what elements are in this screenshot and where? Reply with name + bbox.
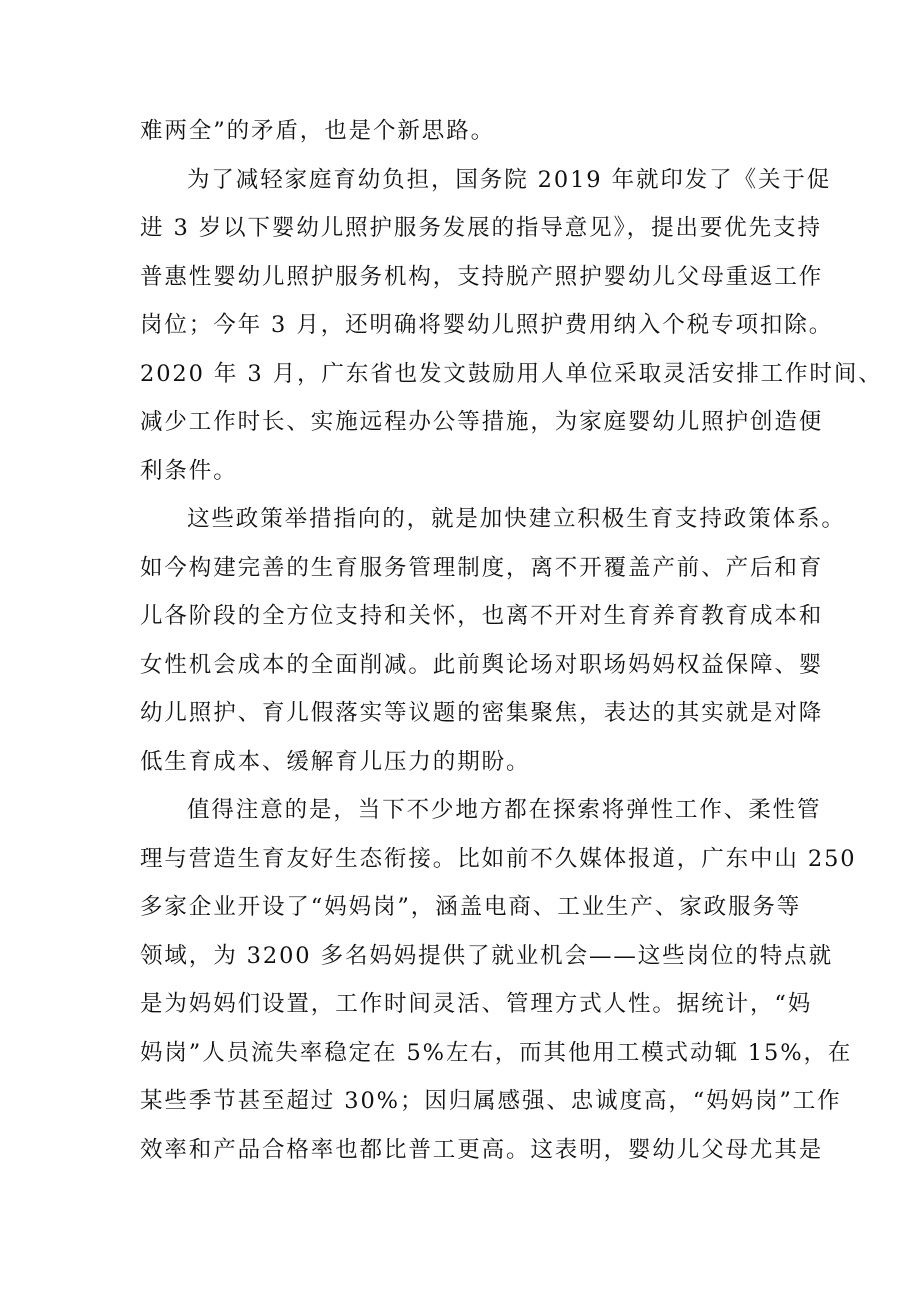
text-line: 为了减轻家庭育幼负担，国务院 2019 年就印发了《关于促 [187,166,832,193]
text-line: 女性机会成本的全面削减。此前舆论场对职场妈妈权益保障、婴 [140,651,824,678]
article-body [140,107,883,1174]
text-line: 儿各阶段的全方位支持和关怀，也离不开对生育养育教育成本和 [140,603,824,629]
text-line: 2020 年 3 月，广东省也发文鼓励用人单位采取灵活安排工作时间、 [140,360,883,387]
text-line: 某些季节甚至超过 30%；因归属感强、忠诚度高，“妈妈岗”工作 [140,1088,842,1114]
text-line: 效率和产品合格率也都比普工更高。这表明，婴幼儿父母尤其是 [140,1136,824,1163]
paragraph-4 [140,786,857,1174]
text-line: 领域，为 3200 多名妈妈提供了就业机会——这些岗位的特点就 [140,942,833,969]
text-line: 值得注意的是，当下不少地方都在探索将弹性工作、柔性管 [187,797,822,823]
text-line: 利条件。 [140,457,238,484]
text-line: 是为妈妈们设置，工作时间灵活、管理方式人性。据统计，“妈 [140,991,813,1017]
text-line: 低生育成本、缓解育儿压力的期盼。 [140,748,531,775]
text-line: 如今构建完善的生育服务管理制度，离不开覆盖产前、产后和育 [140,554,824,581]
paragraph-3 [140,495,846,786]
paragraph-2 [140,156,883,496]
text-line: 理与营造生育友好生态衔接。比如前不久媒体报道，广东中山 250 [140,845,857,872]
text-line: 幼儿照护、育儿假落实等议题的密集聚焦，表达的其实就是对降 [140,700,824,726]
paragraph-1 [140,107,788,156]
text-line: 减少工作时长、实施远程办公等措施，为家庭婴幼儿照护创造便 [140,409,824,435]
text-line: 普惠性婴幼儿照护服务机构，支持脱产照护婴幼儿父母重返工作 [140,263,824,290]
text-line: 妈岗”人员流失率稳定在 5%左右，而其他用工模式动辄 15%，在 [140,1039,853,1066]
text-line: 多家企业开设了“妈妈岗”，涵盖电商、工业生产、家政服务等 [140,894,802,920]
text-line: 岗位；今年 3 月，还明确将婴幼儿照护费用纳入个税专项扣除。 [140,312,834,338]
text-line: 这些政策举措指向的，就是加快建立积极生育支持政策体系。 [187,506,846,532]
text-line: 进 3 岁以下婴幼儿照护服务发展的指导意见》，提出要优先支持 [140,215,822,241]
text-line: 难两全”的矛盾，也是个新思路。 [140,118,496,144]
